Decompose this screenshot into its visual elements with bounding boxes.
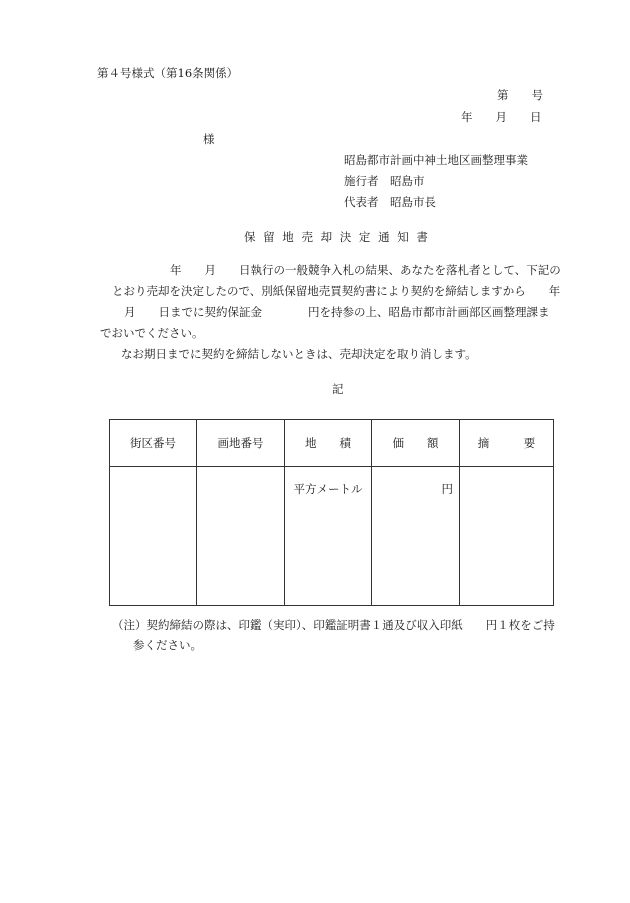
price-unit: 円 (441, 482, 453, 496)
cell-lot-number (197, 467, 285, 606)
cell-price (372, 467, 460, 606)
land-table (109, 419, 554, 606)
document-date-line: 年 月 日 (461, 110, 542, 124)
header-area: 地 積 (285, 420, 372, 467)
cell-remarks (460, 467, 554, 606)
area-unit: 平方メートル (293, 482, 363, 496)
header-remarks: 摘 要 (460, 420, 554, 467)
body-line-1: 年 月 日執行の一般競争入札の結果、あなたを落札者として、下記の (170, 263, 561, 277)
body-line-5: なお期日までに契約を締結しないときは、売却決定を取り消します。 (121, 347, 477, 361)
header-lot-number: 画地番号 (197, 420, 285, 467)
header-price: 価 額 (372, 420, 460, 467)
project-name: 昭島都市計画中神土地区画整理事業 (344, 153, 528, 167)
header-block-number: 街区番号 (110, 420, 197, 467)
cell-block-number (110, 467, 197, 606)
note-line-2: 参ください。 (133, 638, 202, 652)
form-label: 第４号様式（第16条関係） (97, 66, 239, 80)
table-header-row (110, 420, 554, 467)
document-number-line: 第 号 (497, 88, 543, 102)
note-line-1: （注）契約締結の際は、印鑑（実印）、印鑑証明書１通及び収入印紙 円１枚をご持 (112, 618, 555, 632)
representative-line: 代表者 昭島市長 (344, 195, 436, 209)
addressee-honorific: 様 (203, 132, 215, 146)
table-row (110, 467, 554, 606)
body-line-2: とおり売却を決定したので、別紙保留地売買契約書により契約を締結しますから 年 (112, 284, 561, 298)
body-line-4: でおいでください。 (100, 326, 204, 340)
cell-area (285, 467, 372, 606)
ki-heading: 記 (332, 382, 344, 396)
body-line-3: 月 日までに契約保証金 円を持参の上、昭島市都市計画部区画整理課ま (124, 305, 550, 319)
document-title: 保 留 地 売 却 決 定 通 知 書 (244, 230, 430, 244)
executor-line: 施行者 昭島市 (344, 174, 425, 188)
